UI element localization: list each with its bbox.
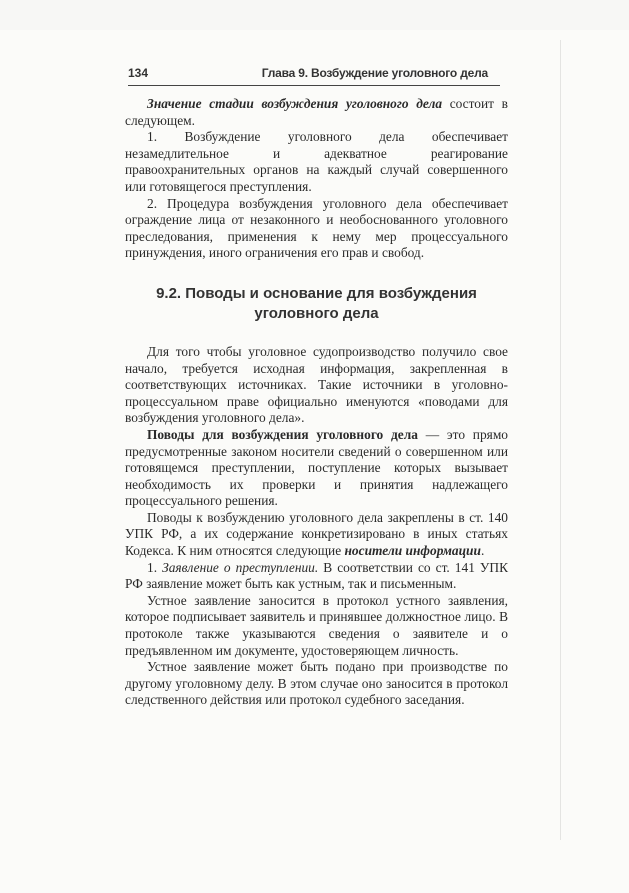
intro-item-2: 2. Процедура возбуждения уголовного дела обеспечивает ограждение лица от незаконного и необоснованного уголовного преследования, применения к нему мер процессуального принуждения, иного ограничения его прав и свобод. [125,195,508,261]
section-title: 9.2. Поводы и основание для возбуждения уголовного дела [156,284,477,322]
section-paragraph-3 [125,510,508,560]
p4-rest: В соответствии со ст. 141 УПК РФ заявление может быть как устным, так и письменным. [125,559,509,592]
p3-end: . [480,543,485,559]
p3-term: носители информации [344,543,481,559]
running-title: Глава 9. Возбуждение уголовного дела [261,66,488,80]
header-rule [128,85,500,86]
intro-paragraph [125,96,508,129]
section-paragraph-6: Устное заявление может быть подано при производстве по другому уголовному делу. В этом случае оно заносится в протокол следственного действия или протокол судебного заседания. [125,659,508,708]
p4-number: 1. [147,559,163,575]
page-number: 134 [128,66,149,80]
scan-margin [0,0,629,30]
intro-lead-term: Значение стадии возбуждения уголовного дела [147,96,443,111]
running-header [128,64,500,82]
page-body [125,96,508,709]
p3-start: Поводы к возбуждению уголовного дела закреплены в ст. 140 УПК РФ, а их содержание конкретизировано в иных статьях Кодекса. К ним относятся следующие [125,509,508,559]
section-paragraph-4 [125,560,508,593]
p4-term: Заявление о преступлении. [162,559,319,575]
section-paragraph-2 [125,427,508,510]
section-paragraph-5: Устное заявление заносится в протокол устного заявления, которое подписывает заявитель и принявшее должностное лицо. В протоколе также указываются сведения о заявителе и о предъявленном им документе, удостоверяющем личность. [125,592,508,658]
intro-lead-rest: состоит в следующем. [125,96,508,128]
page-edge-shadow [560,40,561,840]
definition-text: — это прямо предусмотренные законом носители сведений о совершенном или готовящемся преступлении, поступление которых вызывает необходимость их проверки и принятия надлежащего процессуального решения. [125,426,508,509]
section-paragraph-1: Для того чтобы уголовное судопроизводство получило свое начало, требуется исходная информация, закрепленная в соответствующих источниках. Такие источники в уголовно-процессуальном праве официально именуются «поводами для возбуждения уголовного дела». [125,343,508,426]
definition-term: Поводы для возбуждения уголовного дела [147,426,418,442]
intro-item-1: 1. Возбуждение уголовного дела обеспечивает незамедлительное и адекватное реагирование правоохранительных органов на каждый случай совершенного или готовящегося преступления. [125,129,508,194]
